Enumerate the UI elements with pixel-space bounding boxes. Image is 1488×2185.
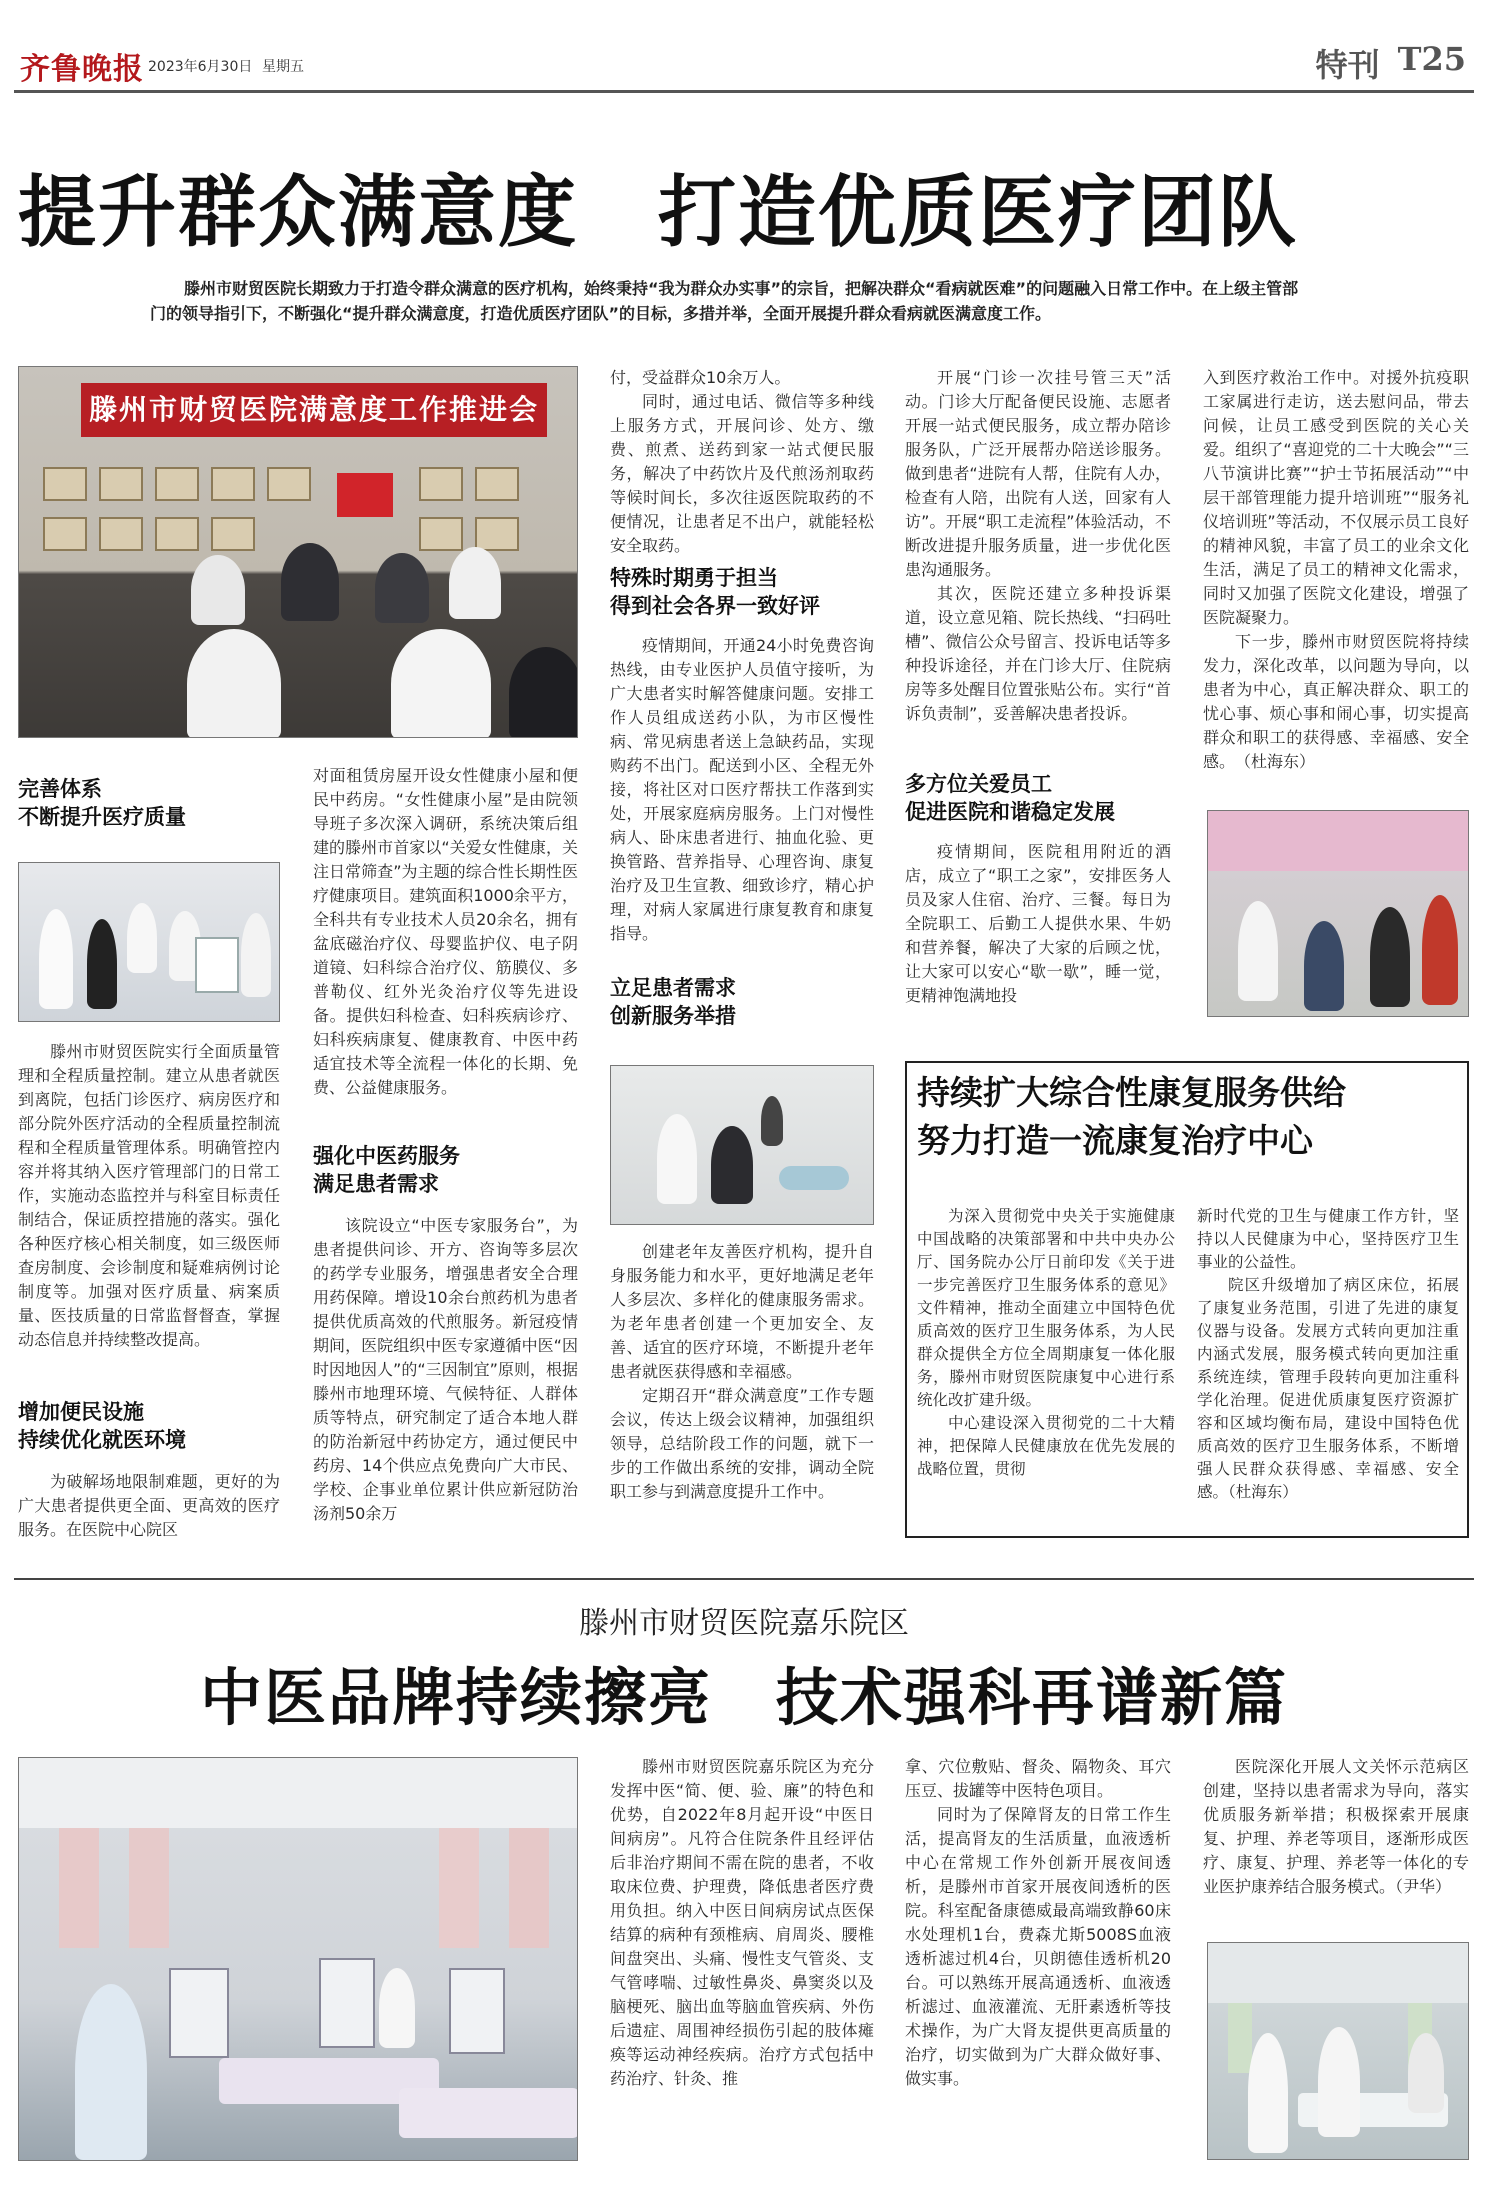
award-plaque (155, 467, 199, 501)
window-curtain (439, 1828, 479, 1948)
staff-figure (1238, 901, 1278, 1001)
paragraph: 为破解场地限制难题，更好的为广大患者提供更全面、更高效的医疗服务。在医院中心院区 (18, 1472, 280, 1539)
section2-kicker: 滕州市财贸医院嘉乐院区 (579, 1606, 909, 1641)
section-subhead (905, 770, 1171, 826)
article-column (905, 366, 1171, 726)
nurse-figure (75, 1984, 147, 2160)
staff-figure (241, 913, 271, 997)
doctor-figure (657, 1114, 697, 1204)
award-plaque (475, 517, 519, 551)
paragraph: 创建老年友善医疗机构，提升自身服务能力和水平，更好地满足老年人多层次、多样化的健康服务需求。为老年患者创建一个更加安全、友善、适宜的医疗环境，不断提升老年患者就医获得感和幸福感。 (610, 1242, 874, 1381)
article-column (18, 1040, 280, 1352)
section-subhead (313, 1142, 578, 1198)
dialysis-machine (169, 1968, 229, 2058)
paragraph: 其次，医院还建立多种投诉渠道，设立意见箱、院长热线、“扫码吐槽”、微信公众号留言、投诉电话等多种投诉途径，并在门诊大厅、住院病房等多处醒目位置张贴公布。实行“首诉负责制”，妥善解决患者投诉。 (905, 584, 1171, 723)
ceiling (19, 1758, 578, 1828)
section-subhead (610, 564, 874, 620)
article-column (18, 1470, 280, 1542)
doctor-figure (1248, 2033, 1288, 2153)
attendee-figure (449, 547, 501, 619)
paragraph: 医院深化开展人文关怀示范病区创建，坚持以患者需求为导向，落实优质服务新举措；积极探索开展康复、护理、养老等项目，逐渐形成医疗、康复、护理、养老等一体化的专业医护康养结合服务模式。（尹华） (1203, 1757, 1469, 1896)
dialysis-machine (319, 1958, 375, 2048)
paragraph: 下一步，滕州市财贸医院将持续发力，深化改革，以问题为导向，以患者为中心，真正解决群众、职工的忧心事、烦心事和闹心事，切实提高群众和职工的获得感、幸福感、安全感。 （杜海东） (1203, 632, 1469, 771)
subhead-line: 立足患者需求 (610, 976, 736, 1000)
paragraph: 滕州市财贸医院实行全面质量管理和全程质量控制。建立从患者就医到离院，包括门诊医疗、病房医疗和部分院外医疗活动的全程质量控制流程和全程质量管理体系。明确管控内容并将其纳入医疗管理部门的日常工作，实施动态监控并与科室目标责任制结合，保证质控措施的落实。强化各种医疗核心相关制度，如三级医师查房制度、会诊制度和疑难病例讨论制度等。加强对医疗质量、病案质量、医技质量的日常监督督查，掌握动态信息并持续整改提高。 (18, 1042, 280, 1349)
award-plaque (211, 467, 255, 501)
dialysis-ward-photo (18, 1757, 578, 2161)
main-headline: 提升群众满意度 打造优质医疗团队 (18, 167, 1299, 258)
attendee-figure (375, 553, 429, 623)
award-plaque (155, 517, 199, 551)
box-title-line: 持续扩大综合性康复服务供给 (917, 1073, 1346, 1112)
issue-date: 2023年6月30日 (148, 59, 253, 75)
subhead-line: 增加便民设施 (18, 1400, 144, 1424)
attendee-figure (391, 629, 491, 738)
page-number: T25 (1397, 40, 1466, 78)
paragraph: 开展“门诊一次挂号管三天”活动。门诊大厅配备便民设施、志愿者开展一站式便民服务，成立帮办陪诊服务队，广泛开展帮办陪送诊服务。做到患者“进院有人帮，住院有人办，检查有人陪，出院有人送，回家有人访”。开展“职工走流程”体验活动，不断改进提升服务质量，进一步优化医患沟通服务。 (905, 368, 1171, 579)
staff-figure (39, 909, 73, 1009)
article-column (917, 1205, 1175, 1481)
staff-figure (127, 903, 157, 973)
article-column (610, 366, 874, 558)
subhead-line: 得到社会各界一致好评 (610, 594, 820, 618)
award-plaque (419, 517, 463, 551)
paragraph: 滕州市财贸医院嘉乐院区为充分发挥中医“简、便、验、廉”的特色和优势，自2022年8月起开设“中医日间病房”。凡符合住院条件且经评估后非治疗期间不需在院的患者，不收取床位费、护理费，降低患者医疗费用负担。纳入中医日间病房试点医保结算的病种有颈椎病、肩周炎、腰椎间盘突出、头痛、慢性支气管炎、支气管哮喘、过敏性鼻炎、鼻窦炎以及脑梗死、脑出血等脑血管疾病、外伤后遗症、周围神经损伤引起的肢体瘫痪等运动神经疾病。治疗方式包括中药治疗、针灸、推 (610, 1757, 874, 2088)
section2-headline: 中医品牌持续擦亮 技术强科再谱新篇 (199, 1661, 1288, 1734)
section-subhead (18, 1398, 280, 1454)
ceiling (1208, 1943, 1469, 2003)
paragraph: 新时代党的卫生与健康工作方针，坚持以人民健康为中心，坚持医疗卫生事业的公益性。 (1197, 1207, 1459, 1271)
meeting-photo (18, 366, 578, 738)
attendee-figure (281, 543, 339, 621)
nurse-figure (379, 1968, 415, 2048)
ward-care-photo (1207, 1942, 1469, 2160)
article-column (1203, 366, 1469, 774)
article-column (1197, 1205, 1459, 1504)
issue-weekday: 星期五 (262, 59, 304, 75)
paragraph: 为深入贯彻党中央关于实施健康中国战略的决策部署和中共中央办公厅、国务院办公厅日前印发《关于进一步完善医疗卫生服务体系的意见》文件精神，推动全面建立中国特色优质高效的医疗卫生服务体系，为人民群众提供全方位全周期康复一体化服务，滕州市财贸医院康复中心进行系统化改扩建升级。 (917, 1207, 1175, 1409)
section-subhead (610, 974, 874, 1030)
box-title-line: 努力打造一流康复治疗中心 (917, 1121, 1313, 1160)
window-curtain (509, 1828, 549, 1948)
paragraph: 同时为了保障肾友的日常工作生活，提高肾友的生活质量，血液透析中心在常规工作外创新开展夜间透析，是滕州市首家开展夜间透析的医院。科室配备康德威最高端致静60床水处理机1台，费森尤斯5008S血液透析滤过机4台，贝朗德佳透析机20台。可以熟练开展高通透析、血液透析滤过、血液灌流、无肝素透析等技术操作，为广大肾友提供更高质量的治疗，切实做到为广大群众做好事、做实事。 (905, 1805, 1171, 2088)
subhead-line: 不断提升医疗质量 (18, 805, 186, 829)
subhead-line: 创新服务举措 (610, 1004, 736, 1028)
subhead-line: 持续优化就医环境 (18, 1428, 186, 1452)
window-curtain (1228, 2003, 1252, 2073)
subhead-line: 满足患者需求 (313, 1172, 439, 1196)
award-plaque (43, 517, 87, 551)
rehab-room-photo (610, 1065, 874, 1225)
article-column (313, 1214, 578, 1526)
subhead-line: 完善体系 (18, 777, 102, 801)
patient-figure (711, 1126, 753, 1204)
nurse-figure (1408, 2033, 1444, 2113)
article-column (610, 1755, 874, 2091)
section-name: 特刊 (1315, 46, 1380, 84)
paragraph: 拿、穴位敷贴、督灸、隔物灸、耳穴压豆、拔罐等中医特色项目。 (905, 1757, 1171, 1800)
award-plaque (211, 517, 255, 551)
window-curtain (129, 1828, 169, 1948)
award-plaque (43, 467, 87, 501)
paragraph: 入到医疗救治工作中。对援外抗疫职工家属进行走访，送去慰问品，带去问候，让员工感受到医院的关心关爱。组织了“喜迎党的二十大晚会”“三八节演讲比赛”“护士节拓展活动”“中层干部管理能力提升培训班”“服务礼仪培训班”等活动，不仅展示员工良好的精神风貌，丰富了员工的业余文化生活，满足了员工的精神文化需求，同时又加强了医院文化建设，增强了医院凝聚力。 (1203, 368, 1469, 627)
dialysis-machine (449, 1968, 505, 2054)
nurse-figure (1318, 2027, 1360, 2137)
award-plaque (419, 467, 463, 501)
meeting-banner: 滕州市财贸医院满意度工作推进会 (81, 383, 547, 437)
newspaper-logo: 齐鲁晚报 (20, 52, 144, 87)
subhead-line: 特殊时期勇于担当 (610, 566, 778, 590)
article-column (905, 840, 1171, 1008)
section-subhead (18, 775, 280, 831)
masthead-rule (14, 90, 1474, 93)
outdoor-clinic-photo (1207, 810, 1469, 1017)
paragraph: 该院设立“中医专家服务台”，为患者提供问诊、开方、咨询等多层次的药学专业服务，增强患者安全合理用药保障。增设10余台煎药机为患者提供优质高效的代煎服务。新冠疫情期间，医院组织中医专家遵循中医“因时因地因人”的“三因制宜”原则，根据滕州市地理环境、气候特征、人群体质等特点，研究制定了适合本地人群的防治新冠中药协定方，通过便民中药房、14个供应点免费向广大市民、学校、企事业单位累计供应新冠防治汤剂50余万 (313, 1216, 578, 1523)
article-column (313, 764, 578, 1100)
paragraph: 同时，通过电话、微信等多种线上服务方式，开展问诊、处方、缴费、煎煮、送药到家一站式便民服务，解决了中药饮片及代煎汤剂取药等候时间长，多次往返医院取药的不便情况，让患者足不出户，就能轻松安全取药。 (610, 392, 874, 555)
paragraph: 院区升级增加了病区床位，拓展了康复业务范围，引进了先进的康复仪器与设备。发展方式转向更加注重内涵式发展，服务模式转向更加注重系统连续，管理手段转向更加注重科学化治理。促进优质康复医疗资源扩容和区域均衡布局，建设中国特色优质高效的医疗卫生服务体系，不断增强人民群众获得感、幸福感、安全感。（杜海东） (1197, 1276, 1459, 1501)
party-flag (337, 473, 393, 517)
clinic-photo (18, 862, 280, 1022)
article-column (610, 634, 874, 946)
attendee-figure (191, 555, 245, 625)
subhead-line: 强化中医药服务 (313, 1144, 460, 1168)
hospital-bed (399, 2088, 578, 2138)
section-divider (14, 1578, 1474, 1580)
intro-paragraph: 滕州市财贸医院长期致力于打造令群众满意的医疗机构，始终秉持“我为群众办实事”的宗旨，把解决群众“看病就医难”的问题融入日常工作中。在上级主管部门的领导指引下，不断强化“提升群众满意度，打造优质医疗团队”的目标，多措并举，全面开展提升群众看病就医满意度工作。 (150, 279, 1299, 323)
attendee-figure (187, 629, 281, 738)
staff-figure (87, 919, 117, 1009)
box-title (917, 1069, 1457, 1165)
article-column (1203, 1755, 1469, 1899)
award-plaque (99, 467, 143, 501)
therapy-roller (779, 1166, 849, 1190)
award-plaque (475, 467, 519, 501)
kiosk-machine (195, 937, 239, 993)
award-plaque (99, 517, 143, 551)
tent-canopy (1208, 811, 1469, 871)
resident-figure (1304, 921, 1344, 1011)
paragraph: 疫情期间，开通24小时免费咨询热线，由专业医护人员值守接听，为广大患者实时解答健康问题。安排工作人员组成送药小队，为市区慢性病、常见病患者送上急缺药品，实现购药不出门。配送到小区、全程无外接，将社区对口医疗帮扶工作落到实处，开展家庭病房服务。上门对慢性病人、卧床患者进行、抽血化验、更换管路、营养指导、心理咨询、康复治疗及卫生宣教、细致诊疗，精心护理，对病人家属进行康复教育和康复指导。 (610, 636, 874, 943)
paragraph: 中心建设深入贯彻党的二十大精神，把保障人民健康放在优先发展的战略位置，贯彻 (917, 1414, 1175, 1478)
subhead-line: 促进医院和谐稳定发展 (905, 800, 1115, 824)
rehab-feature-box (905, 1061, 1469, 1538)
patient-figure (761, 1096, 783, 1146)
article-column (610, 1240, 874, 1504)
paragraph: 定期召开“群众满意度”工作专题会议，传达上级会议精神，加强组织领导，总结阶段工作的问题，就下一步的工作做出系统的安排，调动全院职工参与到满意度提升工作中。 (610, 1386, 874, 1501)
award-plaque (267, 467, 311, 501)
resident-figure (1370, 907, 1410, 1007)
paragraph: 疫情期间，医院租用附近的酒店，成立了“职工之家”，安排医务人员及家人住宿、治疗、三餐。每日为全院职工、后勤工人提供水果、牛奶和营养餐，解决了大家的后顾之忧，让大家可以安心“歇一歇”，睡一觉，更精神饱满地投 (905, 842, 1171, 1005)
section-page-label (1316, 40, 1466, 86)
article-column (905, 1755, 1171, 2091)
paragraph: 付，受益群众10余万人。 (610, 368, 791, 387)
subhead-line: 多方位关爱员工 (905, 772, 1052, 796)
attendee-figure (509, 647, 578, 738)
resident-figure (1422, 895, 1458, 1005)
paragraph: 对面租赁房屋开设女性健康小屋和便民中药房。“女性健康小屋”是由院领导班子多次深入调研，系统决策后组建的滕州市首家以“关爱女性健康，关注日常筛查”为主题的综合性长期性医疗健康项目。建筑面积1000余平方，全科共有专业技术人员20余名，拥有盆底磁治疗仪、母婴监护仪、电子阴道镜、妇科综合治疗仪、筋膜仪、多普勒仪、红外光灸治疗仪等先进设备。提供妇科检查、妇科疾病诊疗、妇科疾病康复、健康教育、中医中药适宜技术等全流程一体化的长期、免费、公益健康服务。 (313, 766, 578, 1097)
window-curtain (59, 1828, 99, 1948)
